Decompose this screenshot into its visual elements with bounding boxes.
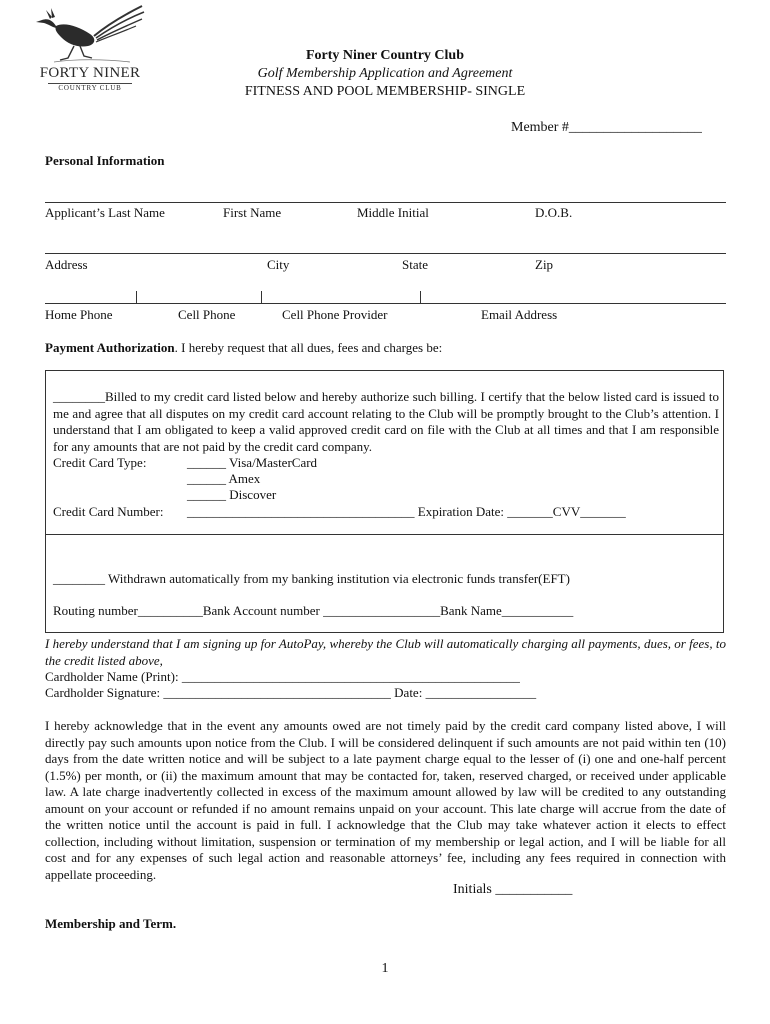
personal-row1-line[interactable] bbox=[45, 202, 726, 203]
card-type-visa-mastercard[interactable]: ______ Visa/MasterCard bbox=[187, 455, 318, 470]
dob-label: D.O.B. bbox=[535, 205, 573, 220]
membership-type: FITNESS AND POOL MEMBERSHIP- SINGLE bbox=[244, 84, 526, 99]
credit-card-authorization-text: ________Billed to my credit card listed below and hereby authorize such billing. I certify that the below listed card is issued to me and agree that all disputes on my credit card account relating to the Club will be promptly brought to the Club’s attention. I understand that I am obligated to keep a valid approved credit card on file with the Club at all times and that I am responsible for any amounts that are not paid by the credit card company. bbox=[53, 389, 719, 454]
phone-divider bbox=[261, 291, 262, 303]
credit-card-box bbox=[45, 370, 724, 535]
address-label: Address bbox=[45, 257, 88, 272]
card-type-discover[interactable]: ______ Discover bbox=[187, 487, 277, 502]
phone-divider bbox=[420, 291, 421, 303]
logo-subtitle: COUNTRY CLUB bbox=[58, 84, 122, 92]
middle-initial-label: Middle Initial bbox=[357, 205, 429, 220]
initials-field[interactable]: Initials ___________ bbox=[453, 882, 573, 897]
home-phone-label: Home Phone bbox=[45, 307, 113, 322]
document-subtitle: Golf Membership Application and Agreement bbox=[257, 66, 513, 81]
membership-term-heading: Membership and Term. bbox=[45, 916, 177, 931]
eft-option[interactable]: ________ Withdrawn automatically from my banking institution via electronic funds transfer(EFT) bbox=[53, 571, 570, 586]
cell-phone-label: Cell Phone bbox=[178, 307, 236, 322]
zip-label: Zip bbox=[535, 257, 554, 272]
personal-row2-line[interactable] bbox=[45, 253, 726, 254]
cardholder-signature-field[interactable]: Cardholder Signature: ___________________________________ Date: _________________ bbox=[45, 685, 537, 700]
last-name-label: Applicant’s Last Name bbox=[45, 205, 165, 220]
card-number-label: Credit Card Number: bbox=[53, 504, 164, 519]
payment-authorization-intro bbox=[45, 340, 442, 356]
autopay-statement: I hereby understand that I am signing up for AutoPay, whereby the Club will automatically charging all payments, dues, or fees, to the credit listed above, bbox=[45, 636, 726, 668]
personal-row3-line[interactable] bbox=[45, 303, 726, 304]
page-number: 1 bbox=[381, 961, 389, 976]
first-name-label: First Name bbox=[223, 205, 282, 220]
city-label: City bbox=[267, 257, 290, 272]
eft-box bbox=[45, 534, 724, 633]
document-title: Forty Niner Country Club bbox=[305, 48, 465, 63]
email-label: Email Address bbox=[481, 307, 558, 322]
acknowledgement-paragraph: I hereby acknowledge that in the event any amounts owed are not timely paid by the credit card company listed above, I will directly pay such amounts upon notice from the Club. I will be considered delinquent if such amounts are not paid within ten (10) days from the date written notice and will be subject to a late payment charge equal to the lesser of (i) one and one-half percent (1.5%) per month, or (ii) the maximum amount that may be contacted for, taken, reserved charged, or received under applicable law. A late charge inadvertently collected in excess of the maximum amount allowed by law will be credited to any outstanding amount on your account or refunded if no amount remains unpaid on your account. This late charge will accrue from the date of the written notice until the account is paid in full. I acknowledge that the Club may take whatever action it elects to effect collection, including without limitation, suspension or termination of my membership or legal action, and I will be liable for all cost and for any expenses of such legal action and reasonable attorneys’ fee, including any fees required in connection with appellate proceeding. bbox=[45, 718, 726, 882]
card-type-amex[interactable]: ______ Amex bbox=[187, 471, 261, 486]
payment-intro-text: . I hereby request that all dues, fees and charges be: bbox=[174, 340, 443, 355]
phone-divider bbox=[136, 291, 137, 303]
personal-info-heading: Personal Information bbox=[45, 153, 165, 168]
card-type-label: Credit Card Type: bbox=[53, 455, 147, 470]
cardholder-name-field[interactable]: Cardholder Name (Print): ____________________________________________________ bbox=[45, 669, 520, 684]
bank-details-line[interactable]: Routing number__________Bank Account number __________________Bank Name___________ bbox=[53, 603, 574, 618]
state-label: State bbox=[402, 257, 428, 272]
member-number-field[interactable]: Member #___________________ bbox=[511, 120, 702, 135]
cell-provider-label: Cell Phone Provider bbox=[282, 307, 388, 322]
card-number-expiration-cvv-line[interactable]: ___________________________________ Expiration Date: _______CVV_______ bbox=[187, 504, 626, 519]
logo-name: FORTY NINER bbox=[39, 65, 141, 81]
payment-authorization-heading: Payment Authorization bbox=[45, 340, 175, 355]
